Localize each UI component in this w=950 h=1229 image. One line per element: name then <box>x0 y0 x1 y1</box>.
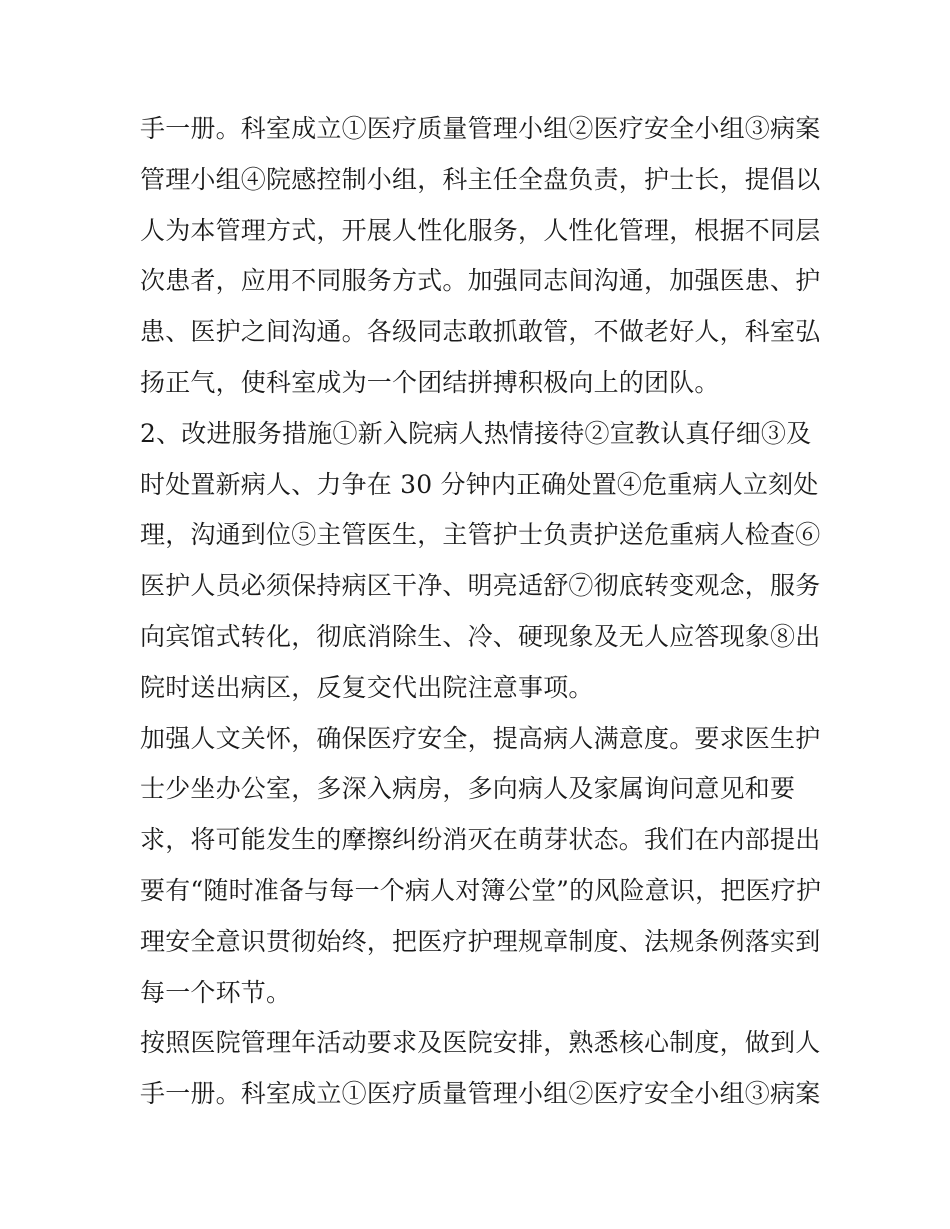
text-line: 手一册。科室成立①医疗质量管理小组②医疗安全小组③病案 <box>140 1079 821 1109</box>
text-line: 理，沟通到位⑤主管医生，主管护士负责护送危重病人检查⑥ <box>140 520 821 550</box>
text-line: 次患者，应用不同服务方式。加强同志间沟通，加强医患、护 <box>140 266 821 296</box>
text-line: 医护人员必须保持病区干净、明亮适舒⑦彻底转变观念，服务 <box>140 571 821 601</box>
text-line: 求，将可能发生的摩擦纠纷消灭在萌芽状态。我们在内部提出 <box>140 825 821 855</box>
text-line: 手一册。科室成立①医疗质量管理小组②医疗安全小组③病案 <box>140 114 821 143</box>
text-line: 每一个环节。 <box>140 977 292 1007</box>
text-line: 要有“随时准备与每一个病人对簿公堂”的风险意识，把医疗护 <box>140 875 822 905</box>
text-line: 院时送出病区，反复交代出院注意事项。 <box>140 672 594 702</box>
text-line: 时处置新病人、力争在 30 分钟内正确处置④危重病人立刻处 <box>140 469 819 499</box>
document-body <box>140 104 820 1120</box>
text-line: 2、改进服务措施①新入院病人热情接待②宣教认真仔细③及 <box>140 418 812 448</box>
text-line: 管理小组④院感控制小组，科主任全盘负责，护士长，提倡以 <box>140 164 821 194</box>
text-line: 加强人文关怀，确保医疗安全，提高病人满意度。要求医生护 <box>140 723 821 753</box>
text-line: 向宾馆式转化，彻底消除生、冷、硬现象及无人应答现象⑧出 <box>140 621 821 651</box>
text-line: 人为本管理方式，开展人性化服务，人性化管理，根据不同层 <box>140 215 821 245</box>
text-line: 扬正气，使科室成为一个团结拼搏积极向上的团队。 <box>140 367 720 397</box>
text-line: 士少坐办公室，多深入病房，多向病人及家属询问意见和要 <box>140 774 796 804</box>
text-line: 按照医院管理年活动要求及医院安排，熟悉核心制度，做到人 <box>140 1028 821 1058</box>
text-line: 理安全意识贯彻始终，把医疗护理规章制度、法规条例落实到 <box>140 926 821 956</box>
text-line: 患、医护之间沟通。各级同志敢抓敢管，不做老好人，科室弘 <box>140 317 821 347</box>
